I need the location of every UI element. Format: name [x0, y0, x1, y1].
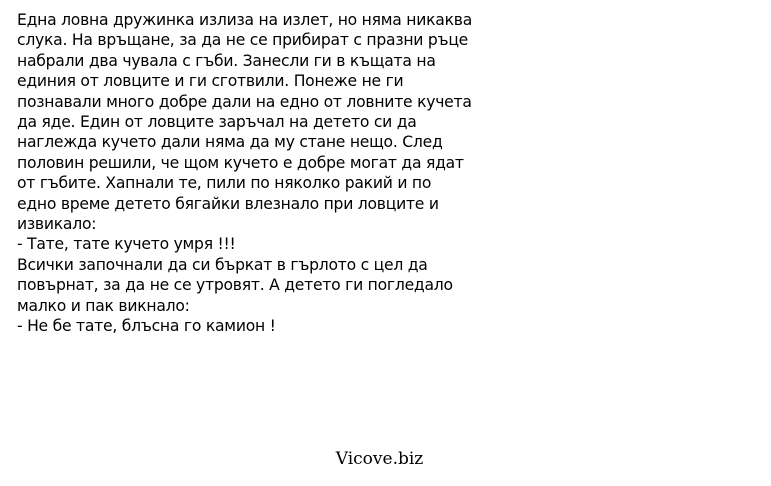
- joke-line: от гъбите. Хапнали те, пили по няколко ракий и по: [17, 174, 432, 193]
- joke-line: малко и пак викнало:: [17, 296, 190, 315]
- joke-line: извикало:: [17, 215, 97, 234]
- joke-line: слука. На връщане, за да не се прибират с празни ръце: [17, 31, 469, 50]
- joke-line: единия от ловците и ги сготвили. Понеже не ги: [17, 72, 404, 91]
- joke-line: - Не бе тате, блъсна го камион !: [17, 317, 276, 336]
- joke-line: половин решили, че щом кучето е добре могат да ядат: [17, 153, 464, 172]
- joke-line: познавали много добре дали на едно от ловните кучета: [17, 92, 472, 111]
- joke-line: повърнат, за да не се утровят. А детето ги погледало: [17, 276, 453, 295]
- joke-text: [17, 10, 757, 337]
- joke-line: едно време детето бягайки влезнало при ловците и: [17, 194, 439, 213]
- joke-line: - Тате, тате кучето умря !!!: [17, 235, 236, 254]
- joke-line: Една ловна дружинка излиза на излет, но няма никаква: [17, 11, 473, 29]
- joke-line: наглежда кучето дали няма да му стане нещо. След: [17, 133, 443, 152]
- joke-line: да яде. Един от ловците заръчал на детето си да: [17, 113, 417, 132]
- site-watermark: Vicove.biz: [335, 449, 424, 469]
- joke-line: набрали два чувала с гъби. Занесли ги в къщата на: [17, 51, 436, 70]
- joke-line: Всички започнали да си бъркат в гърлото с цел да: [17, 255, 428, 274]
